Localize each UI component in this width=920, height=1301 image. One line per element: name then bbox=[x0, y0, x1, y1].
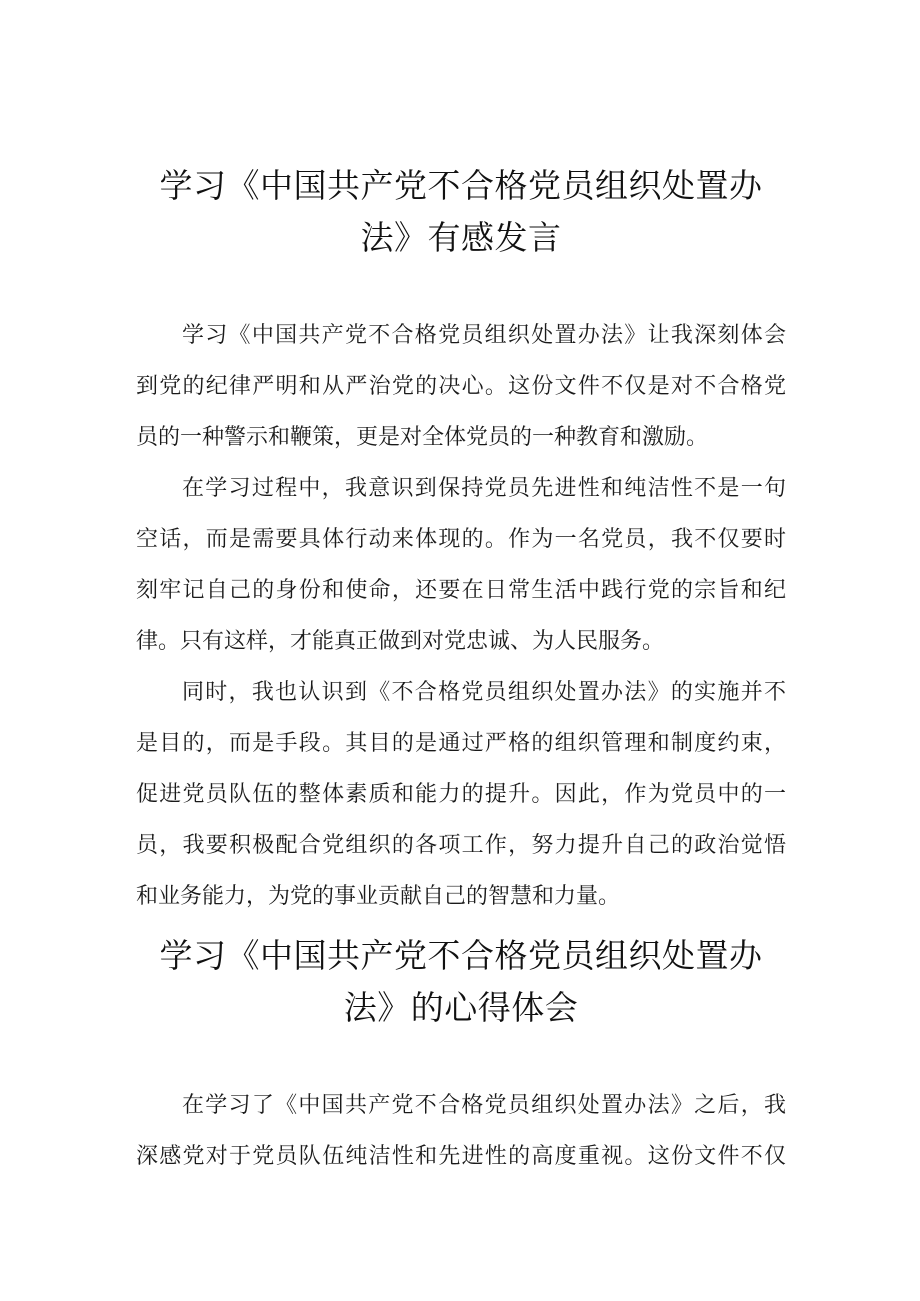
text-line: 空话，而是需要具体行动来体现的。作为一名党员，我不仅要时 bbox=[136, 527, 786, 552]
title-line: 学习《中国共产党不合格党员组织处置办 bbox=[159, 936, 763, 975]
text-line: 到党的纪律严明和从严治党的决心。这份文件不仅是对不合格党 bbox=[136, 374, 786, 399]
text-line: 律。只有这样，才能真正做到对党忠诚、为人民服务。 bbox=[136, 629, 665, 654]
text-line: 同时，我也认识到《不合格党员组织处置办法》的实施并不 bbox=[182, 680, 786, 705]
text-line: 在学习过程中，我意识到保持党员先进性和纯洁性不是一句 bbox=[182, 476, 786, 501]
text-line: 员的一种警示和鞭策，更是对全体党员的一种教育和激励。 bbox=[136, 425, 709, 450]
paragraph bbox=[136, 463, 786, 667]
article-title-2 bbox=[136, 930, 786, 1034]
article-section-1 bbox=[136, 160, 786, 922]
title-line: 法》的心得体会 bbox=[343, 988, 579, 1027]
paragraph bbox=[136, 667, 786, 922]
article-section-2 bbox=[136, 930, 786, 1182]
paragraph bbox=[136, 310, 786, 463]
text-line: 是目的，而是手段。其目的是通过严格的组织管理和制度约束， bbox=[136, 731, 786, 756]
article-body-2 bbox=[136, 1080, 786, 1182]
text-line: 刻牢记自己的身份和使命，还要在日常生活中践行党的宗旨和纪 bbox=[136, 578, 786, 603]
article-body-1 bbox=[136, 310, 786, 922]
text-line: 促进党员队伍的整体素质和能力的提升。因此，作为党员中的一 bbox=[136, 782, 786, 807]
text-line: 学习《中国共产党不合格党员组织处置办法》让我深刻体会 bbox=[182, 323, 786, 348]
title-line: 法》有感发言 bbox=[360, 218, 562, 257]
title-line: 学习《中国共产党不合格党员组织处置办 bbox=[159, 166, 763, 205]
text-line: 在学习了《中国共产党不合格党员组织处置办法》之后，我 bbox=[182, 1093, 786, 1118]
article-title-1 bbox=[136, 160, 786, 264]
text-line: 员，我要积极配合党组织的各项工作，努力提升自己的政治觉悟 bbox=[136, 833, 786, 858]
paragraph bbox=[136, 1080, 786, 1182]
text-line: 深感党对于党员队伍纯洁性和先进性的高度重视。这份文件不仅 bbox=[136, 1144, 786, 1169]
text-line: 和业务能力，为党的事业贡献自己的智慧和力量。 bbox=[136, 884, 621, 909]
